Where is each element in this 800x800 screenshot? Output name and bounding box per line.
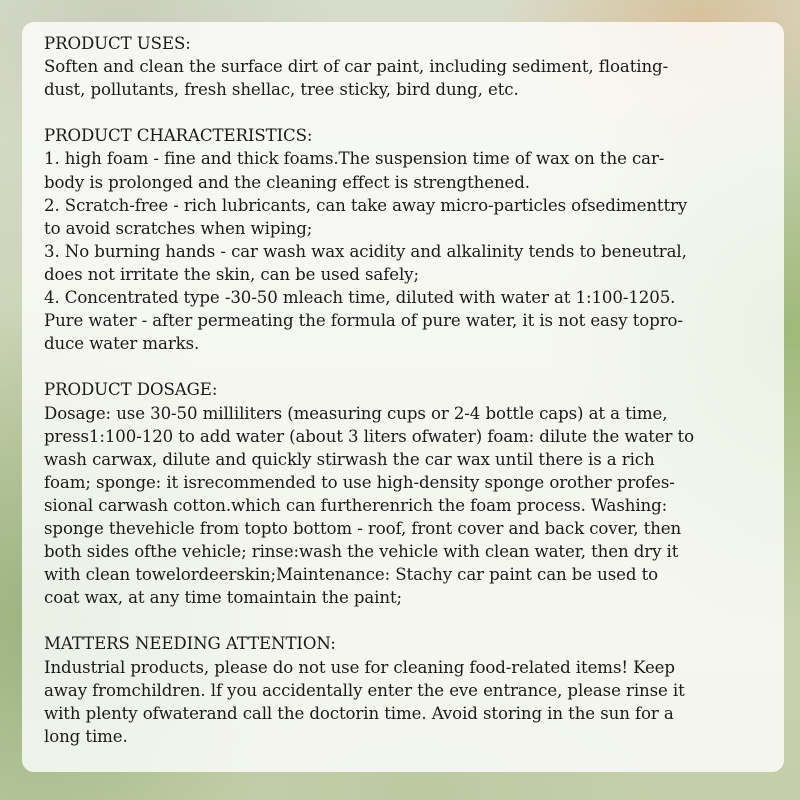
text-line: to avoid scratches when wiping;	[44, 218, 313, 238]
text-line: dust, pollutants, fresh shellac, tree sticky, bird dung, etc.	[44, 80, 519, 100]
text-line: 4. Concentrated type -30-50 mleach time, diluted with water at 1:100-1205.	[44, 288, 676, 308]
text-line: away fromchildren. lf you accidentally enter the eve entrance, please rinse it	[44, 680, 685, 700]
text-line: 3. No burning hands - car wash wax acidity and alkalinity tends to beneutral,	[44, 241, 687, 261]
text-line: both sides ofthe vehicle; rinse:wash the vehicle with clean water, then dry it	[44, 542, 679, 562]
text-line: 1. high foam - fine and thick foams.The suspension time of wax on the car-	[44, 149, 665, 169]
heading-product-characteristics: PRODUCT CHARACTERISTICS:	[44, 126, 313, 146]
section-matters-needing-attention	[44, 632, 768, 747]
text-line: duce water marks.	[44, 334, 200, 354]
text-line: long time.	[44, 726, 128, 746]
section-product-characteristics	[44, 124, 768, 355]
text-line: sponge thevehicle from topto bottom - roof, front cover and back cover, then	[44, 518, 682, 538]
text-line: with plenty ofwaterand call the doctorin time. Avoid storing in the sun for a	[44, 703, 674, 723]
text-line: Industrial products, please do not use for cleaning food-related items! Keep	[44, 657, 675, 677]
heading-product-uses: PRODUCT USES:	[44, 34, 191, 53]
instructions-card	[22, 22, 784, 772]
text-line: sional carwash cotton.which can furtherenrich the foam process. Washing:	[44, 495, 668, 515]
text-line: with clean towelordeerskin;Maintenance: Stachy car paint can be used to	[44, 565, 659, 585]
text-line: press1:100-120 to add water (about 3 liters ofwater) foam: dilute the water to	[44, 426, 694, 446]
text-line: Soften and clean the surface dirt of car paint, including sediment, floating-	[44, 57, 669, 77]
text-line: wash carwax, dilute and quickly stirwash the car wax until there is a rich	[44, 449, 655, 469]
text-line: body is prolonged and the cleaning effect is strengthened.	[44, 172, 530, 192]
text-line: foam; sponge: it isrecommended to use high-density sponge orother profes-	[44, 472, 675, 492]
section-product-uses	[44, 32, 768, 101]
text-line: Dosage: use 30-50 milliliters (measuring cups or 2-4 bottle caps) at a time,	[44, 403, 668, 423]
heading-product-dosage: PRODUCT DOSAGE:	[44, 380, 218, 400]
text-line: does not irritate the skin, can be used safely;	[44, 264, 419, 284]
text-line: 2. Scratch-free - rich lubricants, can take away micro-particles ofsedimenttry	[44, 195, 688, 215]
section-product-dosage	[44, 378, 768, 609]
heading-matters-needing-attention: MATTERS NEEDING ATTENTION:	[44, 634, 336, 654]
text-line: coat wax, at any time tomaintain the paint;	[44, 588, 403, 608]
text-line: Pure water - after permeating the formula of pure water, it is not easy topro-	[44, 311, 683, 331]
